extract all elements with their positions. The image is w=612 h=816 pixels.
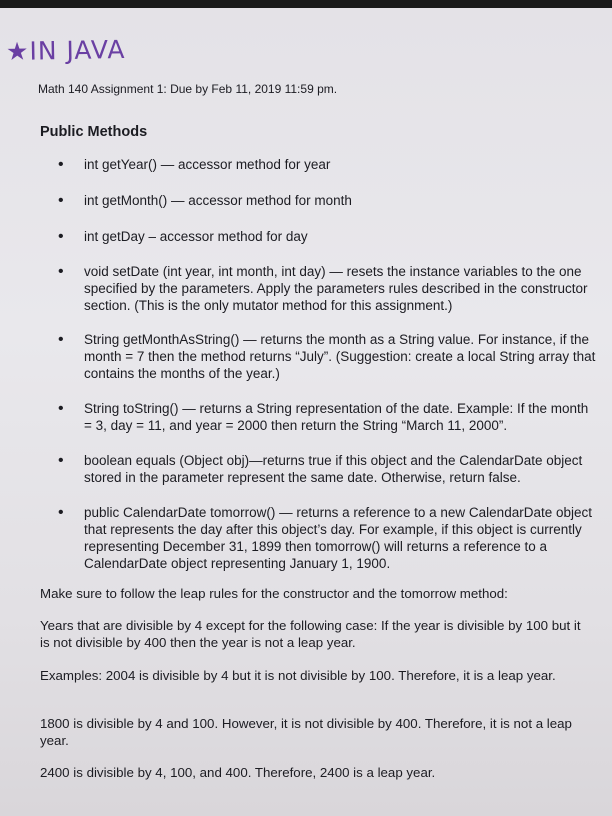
leap-example-1: Examples: 2004 is divisible by 4 but it is not divisible by 100. Therefore, it is a leap year. [40, 668, 556, 683]
bullet-icon: • [58, 331, 64, 348]
section-title: Public Methods [40, 124, 148, 140]
method-text: int getYear() — accessor method for year [84, 157, 331, 172]
method-text: String getMonthAsString() — returns the month as a String value. For instance, if the month = 7 then the method returns “July”. (Suggestion: create a local String array that contains the months of the year.) [84, 332, 596, 381]
list-item [40, 331, 596, 382]
list-item [40, 156, 596, 173]
list-item [40, 263, 596, 314]
bullet-icon: • [58, 400, 64, 417]
method-text: boolean equals (Object obj)—returns true if this object and the CalendarDate object stored in the parameter represent the same date. Otherwise, return false. [84, 453, 583, 485]
bullet-icon: • [58, 504, 64, 521]
methods-list [40, 156, 596, 572]
assignment-header: Math 140 Assignment 1: Due by Feb 11, 2019 11:59 pm. [38, 82, 338, 96]
leap-example-3: 2400 is divisible by 4, 100, and 400. Therefore, 2400 is a leap year. [40, 765, 436, 780]
leap-rule: Years that are divisible by 4 except for the following case: If the year is divisible by 100 but it is not divisible by 400 then the year is not a leap year. [40, 618, 581, 650]
method-text: public CalendarDate tomorrow() — returns a reference to a new CalendarDate object that represents the day after this object’s day. For example, if this object is currently representing December 31, 1899 then tomorrow() will returns a reference to a CalendarDate object representing January 1, 1900. [84, 505, 592, 571]
leap-example-2: 1800 is divisible by 4 and 100. However, it is not divisible by 400. Therefore, it is not a leap year. [40, 716, 572, 748]
bullet-icon: • [58, 156, 64, 173]
list-item [40, 504, 596, 572]
list-item [40, 400, 596, 434]
list-item [40, 452, 596, 486]
handwritten-annotation: ★IN JAVA [5, 34, 126, 67]
method-text: void setDate (int year, int month, int day) — resets the instance variables to the one specified by the parameters. Apply the parameters rules described in the constructor section. (This is the only mutator method for this assignment.) [84, 264, 588, 313]
bullet-icon: • [58, 452, 64, 469]
document-page [0, 8, 612, 816]
bullet-icon: • [58, 228, 64, 245]
bullet-icon: • [58, 192, 64, 209]
method-text: int getMonth() — accessor method for month [84, 193, 352, 208]
method-text: String toString() — returns a String representation of the date. Example: If the month = 3, day = 11, and year = 2000 then return the String “March 11, 2000”. [84, 401, 589, 433]
list-item [40, 192, 596, 209]
list-item [40, 228, 596, 245]
bullet-icon: • [58, 263, 64, 280]
leap-intro: Make sure to follow the leap rules for the constructor and the tomorrow method: [40, 586, 508, 601]
method-text: int getDay – accessor method for day [84, 229, 308, 244]
